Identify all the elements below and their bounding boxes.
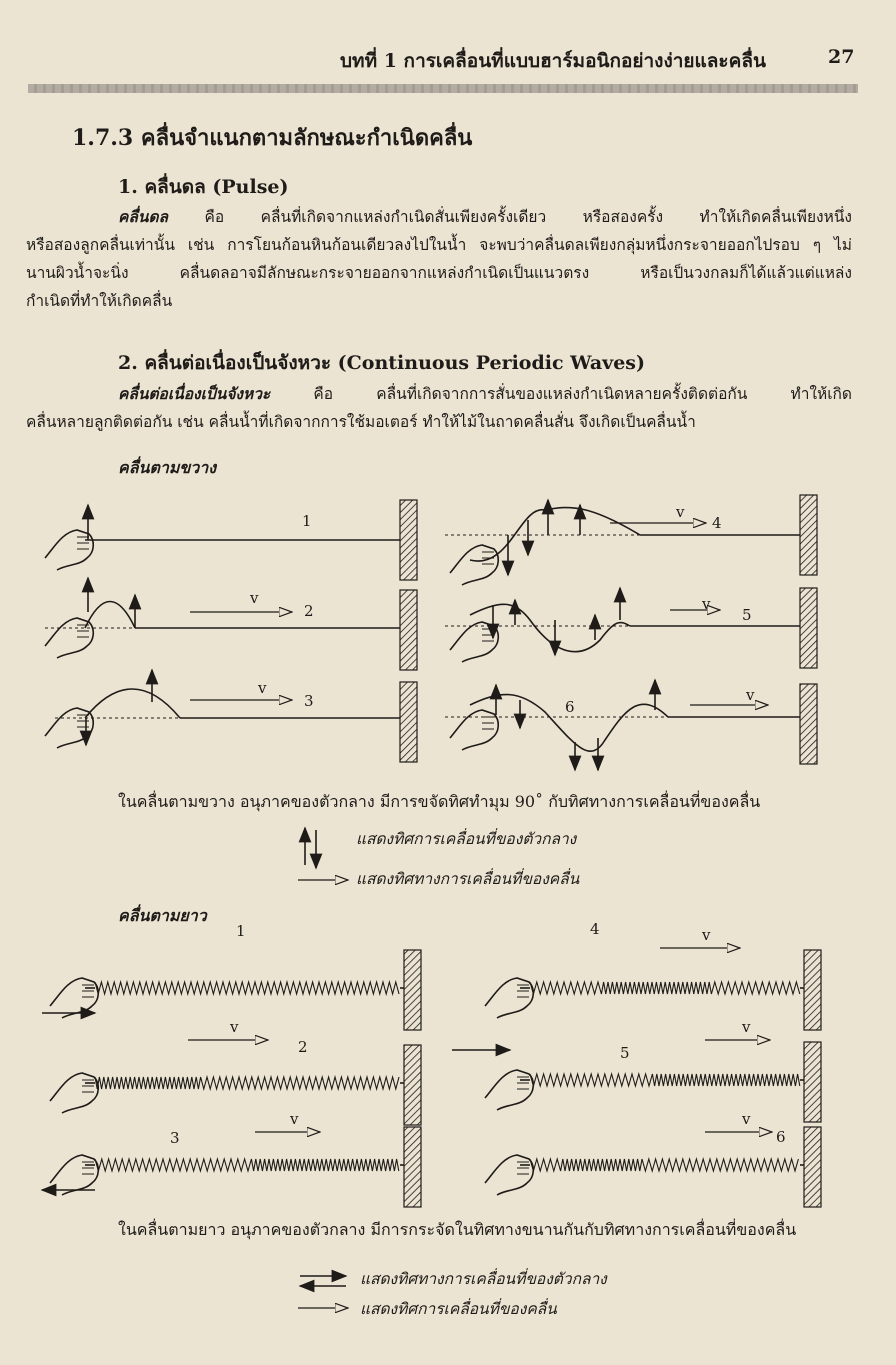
hand-icon xyxy=(450,710,498,750)
transverse-label-2: 2 xyxy=(304,602,314,620)
pulse-shape xyxy=(85,602,135,629)
transverse-legend-wave: แสดงทิศทางการเคลื่อนที่ของคลื่น xyxy=(356,870,580,888)
spring xyxy=(95,1077,399,1089)
transverse-label-6: 6 xyxy=(565,698,575,716)
longitudinal-heading: คลื่นตามยาว xyxy=(118,906,207,925)
pulse-line-4: กำเนิดที่ทำให้เกิดคลื่น xyxy=(26,292,173,310)
longitudinal-label-2: 2 xyxy=(298,1038,308,1056)
transverse-v-2: v xyxy=(250,589,259,607)
pulse-line-3: นานผิวน้ำจะนิ่ง คลื่นดลอาจมีลักษณะกระจายออกจากแหล่งกำเนิดเป็นแนวตรง หรือเป็นวงกลมก็ได้แล้วแต่แหล่ง xyxy=(26,264,852,282)
wall xyxy=(800,588,817,668)
longitudinal-caption: ในคลื่นตามยาว อนุภาคของตัวกลาง มีการกระจัดในทิศทางขนานกันกับทิศทางการเคลื่อนที่ของคลื่น xyxy=(118,1220,797,1239)
spring xyxy=(530,1159,798,1171)
longitudinal-v-6: v xyxy=(742,1110,751,1128)
longitudinal-label-3: 3 xyxy=(170,1129,180,1147)
longitudinal-label-6: 6 xyxy=(776,1128,786,1146)
transverse-v-4: v xyxy=(676,503,685,521)
hand-icon xyxy=(450,545,498,585)
spring xyxy=(95,1159,399,1171)
pulse-term: คลื่นดล xyxy=(118,207,169,226)
wall xyxy=(804,950,821,1030)
hand-icon xyxy=(45,618,93,658)
longitudinal-label-1: 1 xyxy=(236,922,246,940)
page-number: 27 xyxy=(828,46,855,68)
pulse-text: คือ คลื่นที่เกิดจากแหล่งกำเนิดสั่นเพียงครั้งเดียว หรือสองครั้ง ทำให้เกิดคลื่นเพียงหนึ่ง xyxy=(168,208,852,226)
transverse-label-4: 4 xyxy=(712,514,722,532)
longitudinal-label-5: 5 xyxy=(620,1044,630,1062)
wall xyxy=(400,682,417,762)
longitudinal-v-5: v xyxy=(742,1018,751,1036)
hand-icon xyxy=(50,1155,98,1195)
longitudinal-legend-medium: แสดงทิศทางการเคลื่อนที่ของตัวกลาง xyxy=(360,1270,607,1288)
longitudinal-v-3: v xyxy=(290,1110,299,1128)
spring xyxy=(530,982,800,994)
hand-icon xyxy=(50,1073,98,1113)
hand-icon xyxy=(50,978,98,1018)
wall xyxy=(804,1042,821,1122)
transverse-label-5: 5 xyxy=(742,606,752,624)
spring xyxy=(530,1074,800,1086)
continuous-line-2: คลื่นหลายลูกติดต่อกัน เช่น คลื่นน้ำที่เกิดจากการใช้มอเตอร์ ทำให้ไม้ในถาดคลื่นสั่น จึงเกิดเป็นคลื่นน้ำ xyxy=(26,413,696,431)
hand-icon xyxy=(450,622,498,662)
continuous-heading: 2. คลื่นต่อเนื่องเป็นจังหวะ (Continuous Periodic Waves) xyxy=(118,352,645,374)
wall xyxy=(404,950,421,1030)
transverse-label-1: 1 xyxy=(302,512,312,530)
transverse-caption: ในคลื่นตามขวาง อนุภาคของตัวกลาง มีการขจัดทิศทำมุม 90˚ กับทิศทางการเคลื่อนที่ของคลื่น xyxy=(118,792,761,811)
continuous-text: คือ คลื่นที่เกิดจากการสั่นของแหล่งกำเนิดหลายครั้งติดต่อกัน ทำให้เกิด xyxy=(270,385,852,403)
running-title: บทที่ 1 การเคลื่อนที่แบบฮาร์มอนิกอย่างง่ายและคลื่น xyxy=(340,50,766,72)
transverse-v-6: v xyxy=(746,686,755,704)
transverse-v-5: v xyxy=(702,595,711,613)
wall xyxy=(800,495,817,575)
wall xyxy=(404,1045,421,1125)
longitudinal-v-4: v xyxy=(702,926,711,944)
wall xyxy=(804,1127,821,1207)
spring xyxy=(95,982,399,994)
hand-icon xyxy=(45,530,93,570)
pulse-line-2: หรือสองลูกคลื่นเท่านั้น เช่น การโยนก้อนหินก้อนเดียวลงไปในน้ำ จะพบว่าคลื่นดลเพียงกลุ่มหนึ่งกระจายออกไปรอบ ๆ ไม่ xyxy=(26,236,852,254)
hand-icon xyxy=(485,978,533,1018)
continuous-term: คลื่นต่อเนื่องเป็นจังหวะ xyxy=(118,384,271,403)
transverse-legend-medium: แสดงทิศการเคลื่อนที่ของตัวกลาง xyxy=(356,830,577,848)
section-title: 1.7.3 คลื่นจำแนกตามลักษณะกำเนิดคลื่น xyxy=(72,125,473,151)
pulse-heading: 1. คลื่นดล (Pulse) xyxy=(118,176,289,198)
longitudinal-label-4: 4 xyxy=(590,920,600,938)
hand-icon xyxy=(485,1155,533,1195)
wall xyxy=(404,1127,421,1207)
hand-icon xyxy=(485,1070,533,1110)
transverse-label-3: 3 xyxy=(304,692,314,710)
pulse-shape xyxy=(85,689,180,718)
wall xyxy=(400,500,417,580)
longitudinal-legend-wave: แสดงทิศการเคลื่อนที่ของคลื่น xyxy=(360,1300,557,1318)
wall xyxy=(400,590,417,670)
wall xyxy=(800,684,817,764)
transverse-heading: คลื่นตามขวาง xyxy=(118,458,217,477)
longitudinal-v-2: v xyxy=(230,1018,239,1036)
transverse-v-3: v xyxy=(258,679,267,697)
